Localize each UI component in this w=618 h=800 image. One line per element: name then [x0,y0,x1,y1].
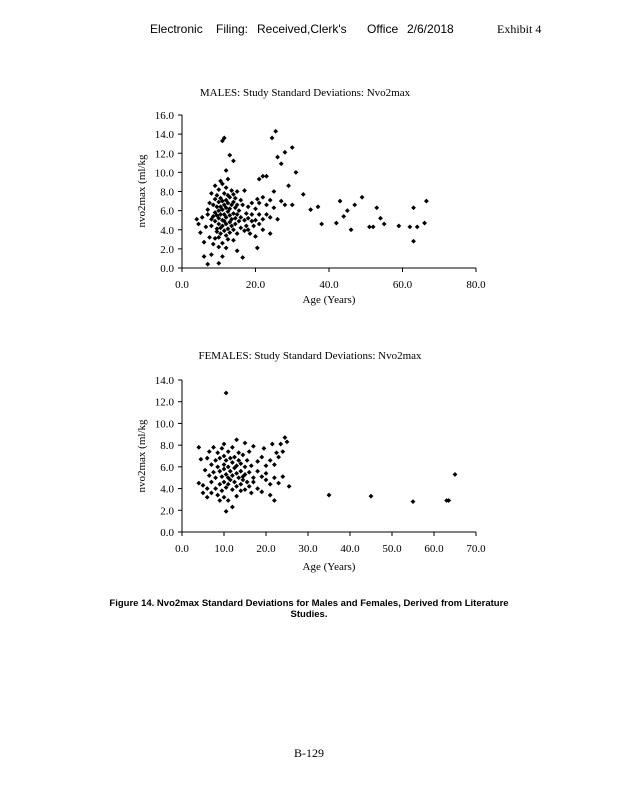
data-point [194,217,199,222]
data-point [264,471,269,476]
data-point [217,469,222,474]
data-point [283,435,288,440]
header-part: 2/6/2018 [407,22,454,36]
data-point [235,231,240,236]
data-point [235,248,240,253]
data-point [226,449,231,454]
data-point [205,495,210,500]
data-point [211,242,216,247]
data-point [224,458,229,463]
x-tick-label: 80.0 [466,279,486,291]
data-point [234,484,239,489]
data-point [316,204,321,209]
y-tick-label: 14.0 [154,375,174,387]
data-point [228,456,233,461]
data-point [396,224,401,229]
data-point [216,245,221,250]
data-point [241,453,246,458]
data-point [224,391,229,396]
data-point [211,445,216,450]
data-point [422,221,427,226]
data-point [222,454,227,459]
data-point [260,227,265,232]
data-point [226,177,231,182]
data-point [196,481,201,486]
data-point [259,455,264,460]
y-tick-label: 8.0 [160,186,174,199]
x-tick-label: 40.0 [319,279,339,291]
data-point [224,246,229,251]
data-point [201,491,206,496]
y-tick-label: 4.0 [160,483,174,496]
data-point [234,437,239,442]
data-point [290,145,295,150]
data-point [217,456,222,461]
data-point [235,189,240,194]
caption-line: Figure 14. Nvo2max Standard Deviations for Males and Females, Derived from Literature [109,598,509,609]
data-point [209,252,214,257]
data-point [257,212,262,217]
data-point [275,217,280,222]
header-part: Electronic [150,22,203,36]
data-point [251,444,256,449]
data-point [213,486,218,491]
data-point [226,464,231,469]
data-point [209,191,214,196]
data-point [382,222,387,227]
data-point [247,449,252,454]
data-point [268,231,273,236]
data-point [424,199,429,204]
plot-area [155,110,486,291]
data-point [215,493,220,498]
figure-caption [0,598,618,620]
data-point [236,450,241,455]
data-point [276,455,281,460]
x-tick-label: 60.0 [392,279,413,291]
data-point [202,240,207,245]
data-point [207,473,212,478]
data-point [200,215,205,220]
data-point [259,489,264,494]
data-point [334,221,339,226]
data-point [215,464,220,469]
data-point [271,189,276,194]
data-point [278,442,283,447]
data-point [207,235,212,240]
data-point [227,153,232,158]
x-tick-label: 0.0 [175,543,189,555]
data-point [268,493,273,498]
data-point [230,473,235,478]
data-point [198,230,203,235]
data-point [222,462,227,467]
data-point [247,470,252,475]
data-point [231,238,236,243]
data-point [287,484,292,489]
data-point [222,467,227,472]
y-tick-label: 6.0 [160,461,174,474]
data-point [283,202,288,207]
data-point [215,226,220,231]
data-point [202,254,207,259]
data-point [301,192,306,197]
y-tick-label: 0.0 [160,527,174,539]
data-point [249,491,254,496]
data-point [209,480,214,485]
data-point [270,136,275,141]
data-point [268,215,273,220]
data-point [211,470,216,475]
males-scatter-chart [0,80,618,315]
data-point [245,480,250,485]
data-point [217,482,222,487]
data-point [230,460,235,465]
data-point [216,187,221,192]
data-point [294,170,299,175]
data-point [283,150,288,155]
data-point [453,472,458,477]
data-point [255,469,260,474]
data-point [232,455,237,460]
data-point [264,174,269,179]
data-point [220,474,225,479]
data-point [280,474,285,479]
data-point [205,456,210,461]
data-point [213,183,218,188]
data-point [251,475,256,480]
data-point [257,177,262,182]
data-point [276,481,281,486]
x-tick-label: 60.0 [424,543,444,555]
data-point [286,183,291,188]
data-point [274,450,279,455]
data-point [268,198,273,203]
data-point [238,225,243,230]
data-point [270,442,275,447]
data-point [215,450,220,455]
data-point [279,161,284,166]
data-point [262,446,267,451]
data-point [222,480,227,485]
y-axis-label: nvo2max (ml/kg [136,419,148,493]
data-point [226,498,231,503]
data-point [249,219,254,224]
x-tick-label: 50.0 [382,543,402,555]
data-point [260,217,265,222]
data-point [415,224,420,229]
data-point [220,241,225,246]
data-point [253,234,258,239]
data-point [264,212,269,217]
data-point [374,205,379,210]
x-tick-label: 30.0 [298,543,318,555]
data-point [369,494,374,499]
data-point [203,468,208,473]
data-point [243,441,248,446]
data-point [201,483,206,488]
data-point [264,202,269,207]
data-point [407,224,412,229]
data-point [228,469,233,474]
data-point [247,484,252,489]
data-point [220,254,225,259]
data-point [224,185,229,190]
x-tick-label: 20.0 [256,543,276,555]
data-point [209,491,214,496]
plot-area [155,375,486,555]
data-point [268,482,273,487]
data-point [273,129,278,134]
data-point [249,212,254,217]
data-point [268,458,273,463]
data-point [205,207,210,212]
data-point [360,195,365,200]
data-point [207,449,212,454]
data-point [231,159,236,164]
data-point [213,236,218,241]
y-tick-label: 14.0 [154,129,174,142]
data-point [285,439,290,444]
data-point [411,499,416,504]
y-tick-label: 16.0 [154,110,174,122]
data-point [243,487,248,492]
data-point [199,457,204,462]
data-point [411,239,416,244]
data-point [238,482,243,487]
data-point [272,462,277,467]
data-point [371,224,376,229]
exhibit-label: Exhibit 4 [497,22,542,36]
data-point [222,495,227,500]
data-point [253,206,258,211]
data-point [224,509,229,514]
page-number: B-129 [294,746,324,760]
y-tick-label: 12.0 [154,396,174,409]
data-point [238,488,243,493]
data-point [205,262,210,267]
x-axis-label: Age (Years) [302,561,356,573]
data-point [213,475,218,480]
x-tick-label: 40.0 [340,543,360,555]
data-point [255,246,260,251]
data-point [327,493,332,498]
data-point [242,188,247,193]
data-point [251,224,256,229]
data-point [352,202,357,207]
y-tick-label: 0.0 [160,263,174,275]
females-scatter-chart [0,345,618,580]
data-point [253,218,258,223]
data-point [230,487,235,492]
data-point [230,445,235,450]
data-point [242,228,247,233]
data-point [272,475,277,480]
y-tick-label: 10.0 [154,167,174,180]
header-part: Received,Clerk's [257,22,347,36]
data-point [217,498,222,503]
x-tick-label: 10.0 [214,543,234,555]
data-point [245,458,250,463]
data-point [264,477,269,482]
data-point [378,216,383,221]
data-point [338,199,343,204]
data-point [308,207,313,212]
x-axis-label: Age (Years) [302,294,356,306]
data-point [246,204,251,209]
data-point [345,208,350,213]
data-point [411,205,416,210]
data-point [213,458,218,463]
data-point [272,498,277,503]
x-tick-label: 0.0 [175,279,189,291]
data-point [230,505,235,510]
data-point [319,222,324,227]
y-tick-label: 4.0 [160,224,174,237]
data-point [260,195,265,200]
data-point [341,214,346,219]
data-point [255,459,260,464]
data-point [251,480,256,485]
y-tick-label: 10.0 [154,418,174,431]
y-axis-label: nvo2max (ml/kg [136,154,148,228]
header-part: Filing: [216,22,249,36]
data-point [249,463,254,468]
data-point [349,227,354,232]
data-point [259,474,264,479]
data-point [243,464,248,469]
y-tick-label: 8.0 [160,440,174,453]
data-point [264,463,269,468]
data-point [196,445,201,450]
data-point [220,446,225,451]
data-point [216,261,221,266]
data-point [249,201,254,206]
data-point [271,205,276,210]
data-point [236,475,241,480]
data-point [209,462,214,467]
data-point [275,155,280,160]
data-point [203,224,208,229]
header-part: Office [367,22,399,36]
data-point [240,255,245,260]
chart-title: FEMALES: Study Standard Deviations: Nvo2max [198,350,422,362]
data-point [234,471,239,476]
data-point [280,449,285,454]
y-tick-label: 6.0 [160,205,174,218]
x-tick-label: 70.0 [466,543,486,555]
data-point [238,469,243,474]
data-point [220,488,225,493]
data-point [196,222,201,227]
x-tick-label: 20.0 [245,279,266,291]
data-point [238,198,243,203]
data-point [241,477,246,482]
data-point [232,480,237,485]
data-point [240,202,245,207]
y-tick-label: 2.0 [160,505,174,518]
data-point [205,486,210,491]
data-point [290,202,295,207]
data-point [244,211,249,216]
data-point [209,224,214,229]
data-point [279,199,284,204]
caption-line: Studies. [290,609,328,620]
chart-title: MALES: Study Standard Deviations: Nvo2max [199,87,411,99]
data-point [257,222,262,227]
y-tick-label: 2.0 [160,243,174,256]
data-point [255,486,260,491]
data-point [234,494,239,499]
data-point [222,442,227,447]
data-point [224,168,229,173]
y-tick-label: 12.0 [154,148,174,161]
data-point [205,212,210,217]
